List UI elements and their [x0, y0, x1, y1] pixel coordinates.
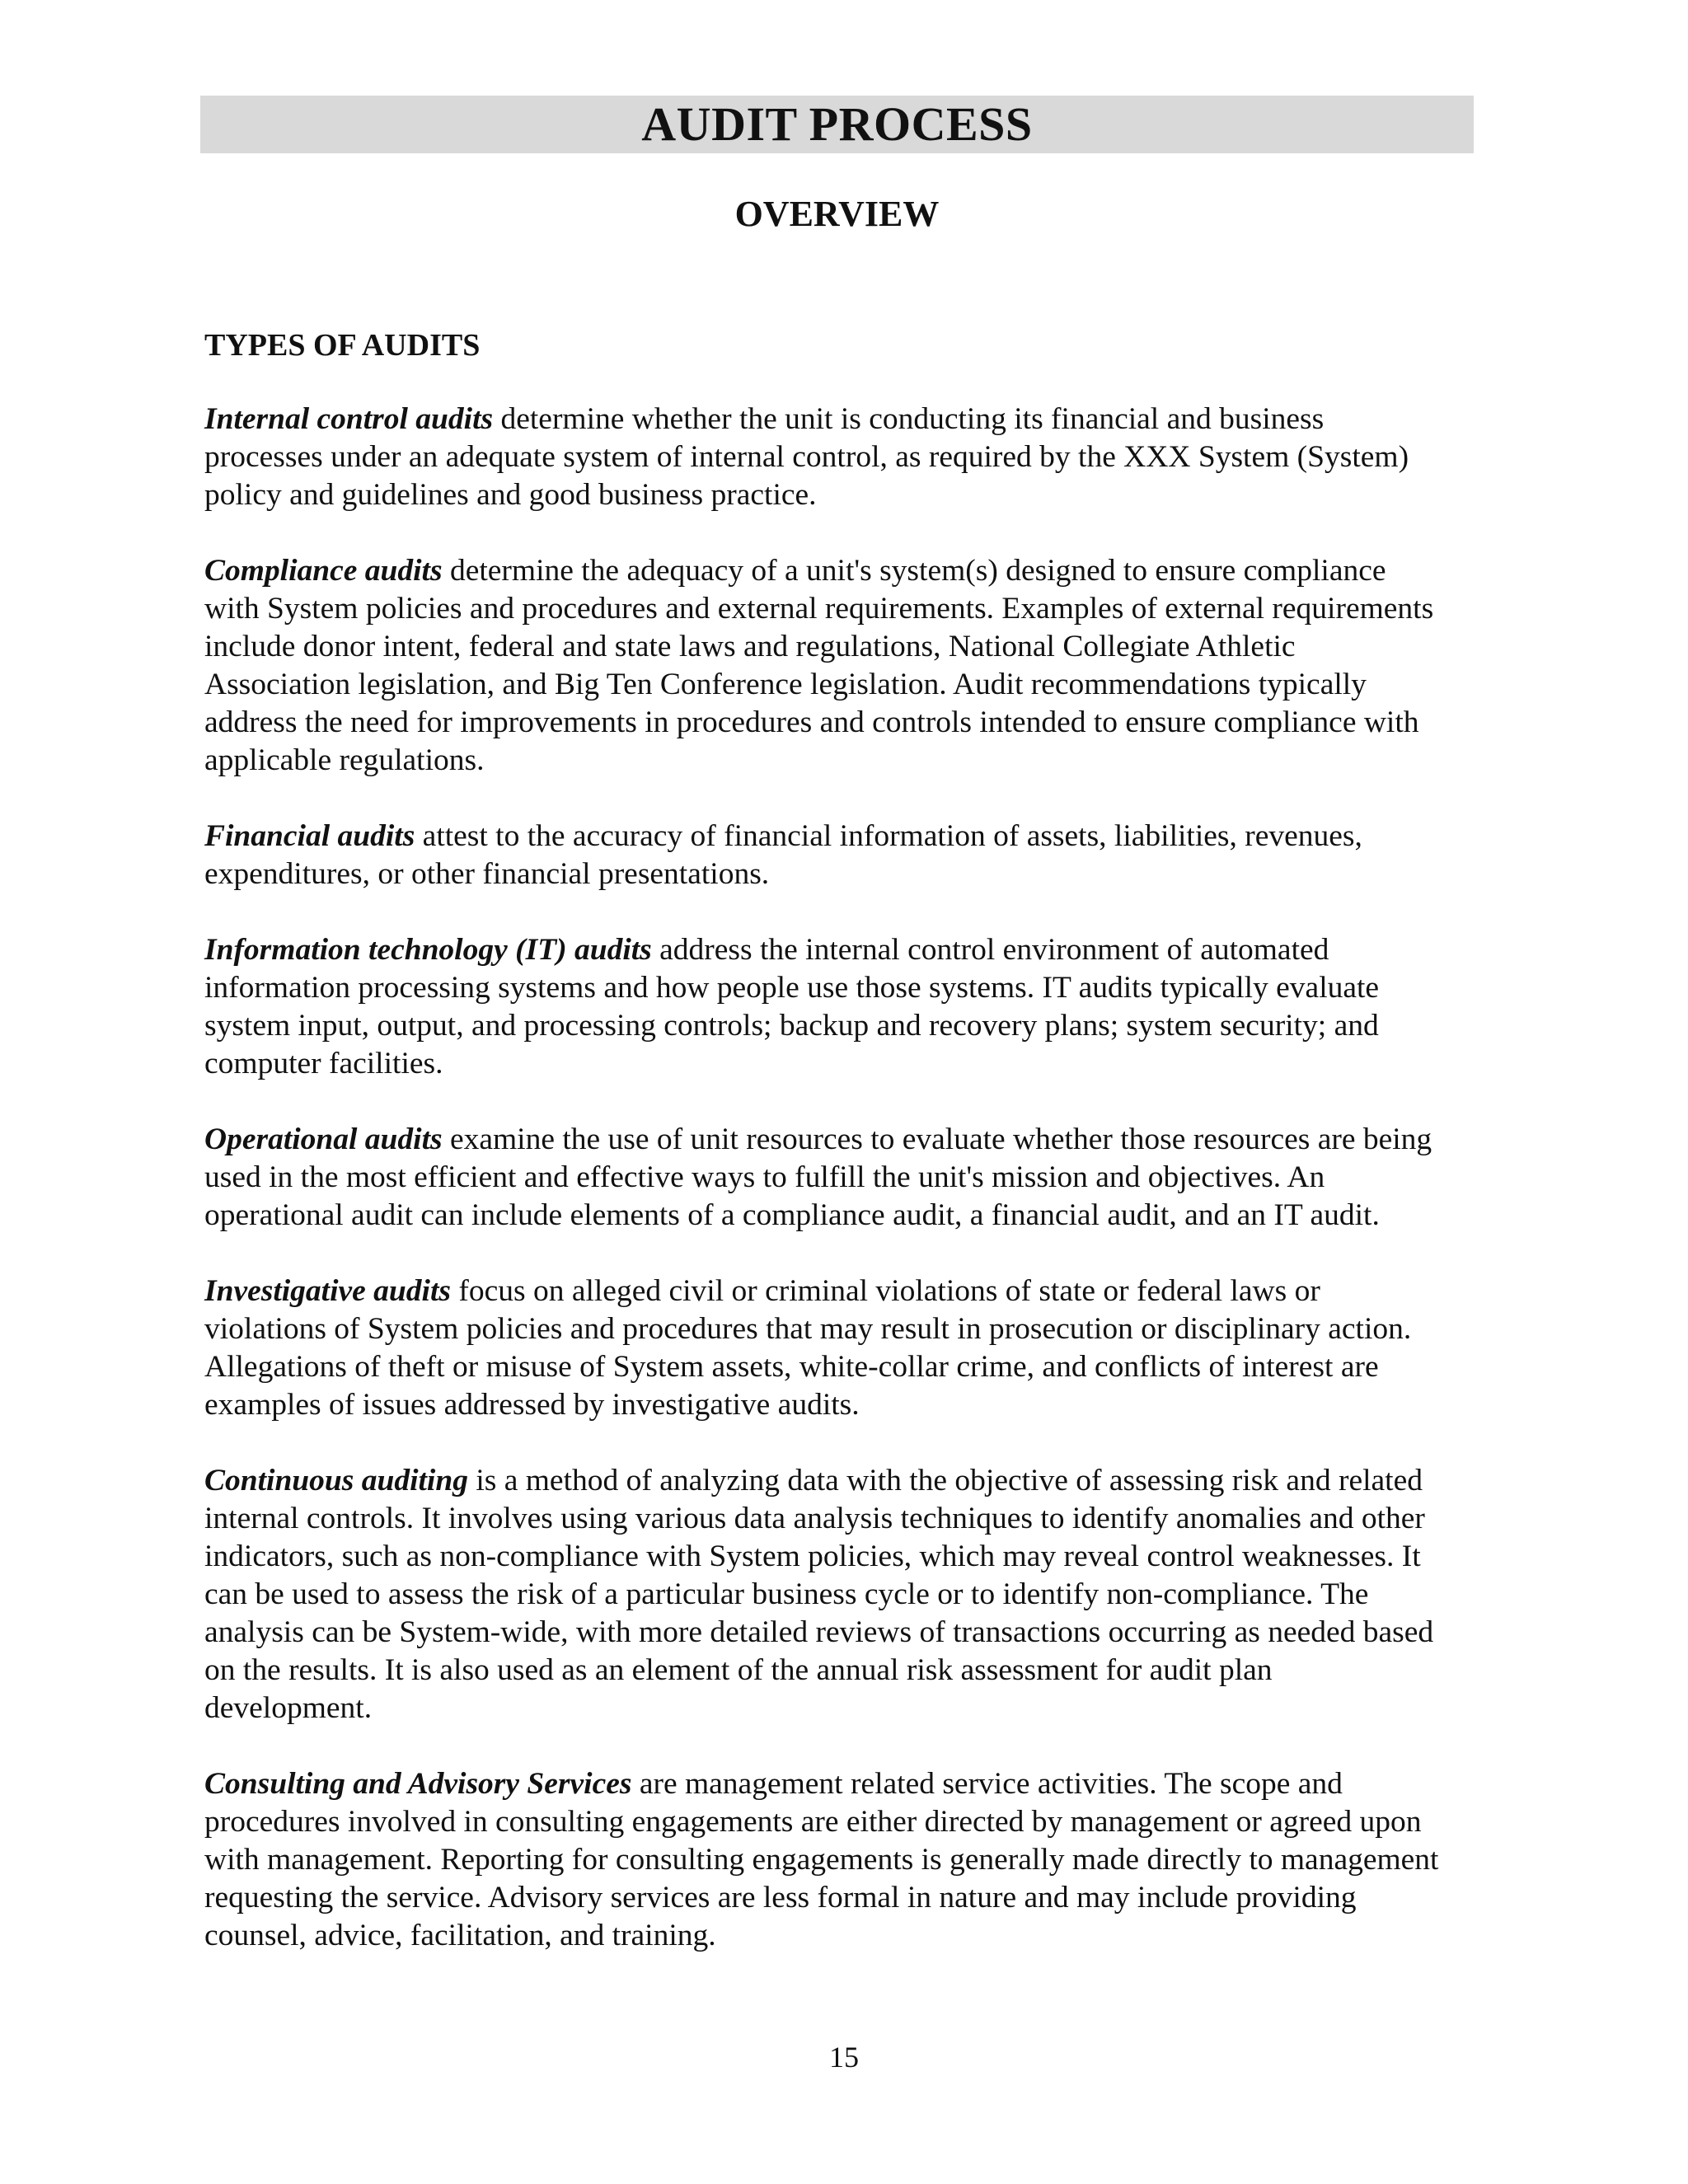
definition: examine the use of unit resources to evaluate whether those resources are being used in the most efficient and effective ways to fulfill the unit's mission and objectives. An operational audit can include elements of a compliance audit, a financial audit, and an IT audit.: [204, 1122, 1432, 1232]
document-body: [204, 326, 1441, 1993]
paragraph-internal-control-audits: [204, 401, 1441, 514]
definition: address the internal control environment of automated information processing systems and how people use those systems. IT audits typically evaluate system input, output, and processing controls; backup and recovery plans; system security; and computer facilities.: [204, 933, 1380, 1080]
page-number: 15: [829, 2041, 859, 2074]
definition: focus on alleged civil or criminal violations of state or federal laws or violations of System policies and procedures that may result in prosecution or disciplinary action. Allegations of theft or misuse of System assets, white-collar crime, and conflicts of interest are examples of issues addressed by investigative audits.: [204, 1274, 1412, 1422]
section-heading: TYPES OF AUDITS: [204, 328, 481, 363]
paragraph-financial-audits: [204, 818, 1441, 893]
term: Continuous auditing: [204, 1464, 468, 1497]
definition: determine whether the unit is conducting its financial and business processes under an adequate system of internal control, as required by the XXX System (System) policy and guidelines and good business practice.: [204, 402, 1409, 512]
paragraph-compliance-audits: [204, 552, 1441, 780]
definition: is a method of analyzing data with the objective of assessing risk and related internal controls. It involves using various data analysis techniques to identify anomalies and other indicators, such as non-compliance with System policies, which may reveal control weaknesses. It can be used to assess the risk of a particular business cycle or to identify non-compliance. The analysis can be System-wide, with more detailed reviews of transactions occurring as needed based on the results. It is also used as an element of the annual risk assessment for audit plan development.: [204, 1464, 1434, 1725]
paragraph-consulting-advisory-services: [204, 1765, 1441, 1955]
title-bar: [200, 96, 1474, 153]
term: Compliance audits: [204, 554, 443, 588]
term: Information technology (IT) audits: [204, 933, 652, 967]
term: Investigative audits: [204, 1274, 451, 1308]
definition: determine the adequacy of a unit's system(s) designed to ensure compliance with System policies and procedures and external requirements. Examples of external requirements include donor intent, federal and state laws and regulations, National Collegiate Athletic Association legislation, and Big Ten Conference legislation. Audit recommendations typically address the need for improvements in procedures and controls intended to ensure compliance with applicable regulations.: [204, 554, 1434, 777]
definition: attest to the accuracy of financial information of assets, liabilities, revenues, expenditures, or other financial presentations.: [204, 819, 1362, 891]
term: Consulting and Advisory Services: [204, 1767, 632, 1801]
term: Operational audits: [204, 1122, 443, 1156]
paragraph-continuous-auditing: [204, 1462, 1441, 1727]
paragraph-operational-audits: [204, 1121, 1441, 1235]
term: Internal control audits: [204, 402, 494, 436]
paragraph-it-audits: [204, 931, 1441, 1083]
term: Financial audits: [204, 819, 415, 853]
page-title: AUDIT PROCESS: [641, 97, 1033, 151]
paragraph-investigative-audits: [204, 1272, 1441, 1424]
definition: are management related service activities. The scope and procedures involved in consulting engagements are either directed by management or agreed upon with management. Reporting for consulting engagements is generally made directly to management requesting the service. Advisory services are less formal in nature and may include providing counsel, advice, facilitation, and training.: [204, 1767, 1439, 1952]
page-subtitle: OVERVIEW: [734, 194, 940, 234]
